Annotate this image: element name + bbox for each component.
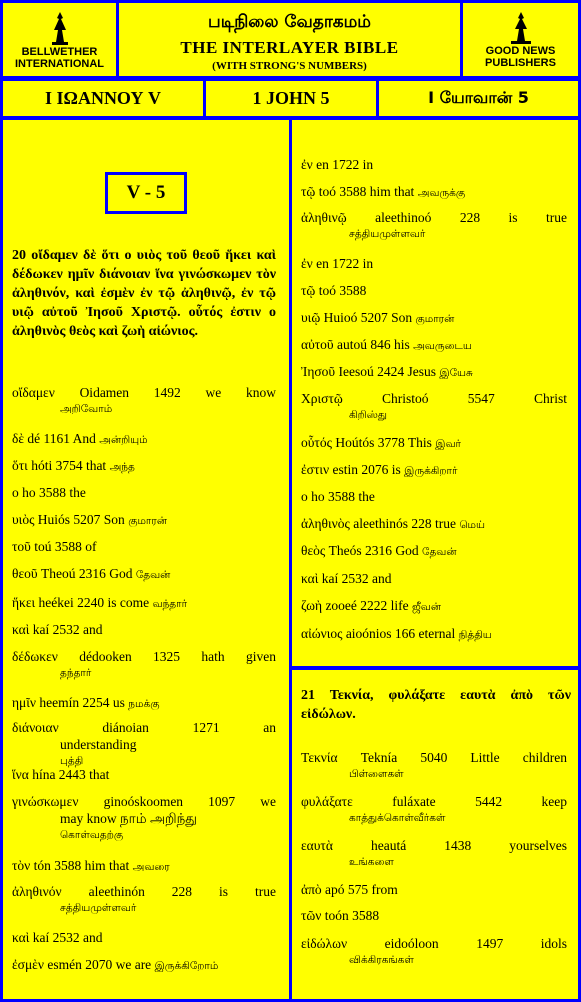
- entry-line: [301, 571, 392, 586]
- entry-line: [301, 390, 567, 407]
- entry-line: [301, 283, 366, 298]
- translit-strong-english: kaí 2532 and: [321, 571, 392, 586]
- entry-continuation: may know நாம் அறிந்து: [60, 811, 197, 826]
- translit-strong-english: hína 2443 that: [32, 767, 110, 782]
- greek-word: αὐτοῦ: [301, 337, 334, 352]
- entry-line: [12, 858, 170, 873]
- left-logo-line2: INTERNATIONAL: [14, 57, 104, 70]
- translit-strong-english: eidoóloon 1497 idols: [384, 936, 568, 951]
- tamil-word: காத்துக்கொள்வீர்கள்: [349, 812, 446, 824]
- word-entry: [301, 336, 567, 355]
- tamil-word: கிறிஸ்து: [349, 409, 388, 421]
- translit-strong-english: zooeé 2222 life: [325, 598, 409, 613]
- translit-strong-english: Oidamen 1492 we know: [79, 385, 276, 400]
- translit-strong-english: toó 3588 him that: [318, 184, 415, 199]
- greek-word: ἐν: [301, 256, 313, 271]
- translit-strong-english: estin 2076 is: [332, 462, 401, 477]
- greek-word: ο: [301, 489, 308, 504]
- tamil-word: இருக்கிறார்: [404, 465, 458, 477]
- tamil-word: அன்றியும்: [99, 434, 148, 446]
- translit-strong-english: heemín 2254 us: [39, 695, 125, 710]
- translit-strong-english: tón 3588 him that: [33, 858, 130, 873]
- word-entry: [12, 793, 276, 844]
- greek-word: γινώσκωμεν: [12, 794, 79, 809]
- goodnews-logo: [463, 3, 578, 76]
- entry-line: [12, 595, 187, 610]
- entry-line: [301, 337, 472, 352]
- greek-word: ημῖν: [12, 695, 37, 710]
- word-entry: [301, 363, 567, 382]
- word-entry: [301, 309, 567, 328]
- greek-word: ἥκει: [12, 595, 36, 610]
- translit-strong-english: aleethinoó 228 is true: [375, 210, 567, 225]
- word-entry: [301, 542, 567, 561]
- word-entry: [301, 282, 567, 299]
- entry-line: [301, 462, 458, 477]
- entry-line: [301, 184, 465, 199]
- greek-word: ἐστιν: [301, 462, 330, 477]
- greek-word: ἐσμὲν: [12, 957, 44, 972]
- tamil-word: இவர்: [435, 438, 461, 450]
- translit-strong-english: toón 3588: [324, 908, 380, 923]
- word-entry: [12, 484, 276, 501]
- translit-strong-english: aleethinón 228 is true: [88, 884, 276, 899]
- tamil-word: அவருடைய: [413, 340, 472, 352]
- translit-strong-english: Teknía 5040 Little children: [360, 750, 567, 765]
- word-entry: [301, 793, 567, 827]
- greek-word: εἰδώλων: [301, 936, 348, 951]
- subtitle: (WITH STRONG'S NUMBERS): [212, 60, 367, 72]
- right-logo-line1: GOOD NEWS: [485, 44, 556, 57]
- greek-word: οἴδαμεν: [12, 385, 55, 400]
- word-entry: [301, 515, 567, 534]
- entry-line: [301, 749, 567, 766]
- tamil-word: தந்தார்: [60, 667, 92, 679]
- entry-line: [12, 431, 148, 446]
- entry-line: [12, 957, 218, 972]
- greek-word: θεοῦ: [12, 566, 38, 581]
- left-logo-line1: BELLWETHER: [21, 45, 98, 58]
- translit-strong-english: aleethinós 228 true: [353, 516, 456, 531]
- word-entry: [12, 457, 276, 476]
- book-tamil: I யோவான் 5: [379, 81, 578, 116]
- word-entry: [301, 434, 567, 453]
- translit-strong-english: Huioó 5207 Son: [323, 310, 413, 325]
- greek-word: τὸν: [12, 858, 31, 873]
- translit-strong-english: Christoó 5547 Christ: [381, 391, 568, 406]
- word-entry: [301, 156, 567, 173]
- greek-word: ἐν: [301, 157, 313, 172]
- word-entry: [301, 255, 567, 272]
- translit-strong-english: ho 3588 the: [311, 489, 375, 504]
- entry-line: [301, 793, 567, 810]
- word-entry: [12, 719, 276, 770]
- tamil-word: இயேசு: [439, 367, 473, 379]
- entry-line: [301, 882, 398, 897]
- tamil-word: குமாரன்: [128, 515, 167, 527]
- word-entry: [301, 597, 567, 616]
- greek-word: υιῷ: [301, 310, 321, 325]
- entry-line: [301, 157, 373, 172]
- translit-strong-english: en 1722 in: [316, 256, 374, 271]
- translit-strong-english: kaí 2532 and: [32, 622, 103, 637]
- tamil-word: அவரை: [132, 861, 170, 873]
- greek-word: θεὸς: [301, 543, 326, 558]
- greek-word: Ἰησοῦ: [301, 364, 336, 379]
- greek-word: ἀληθινόν: [12, 884, 62, 899]
- entry-line: [301, 364, 473, 379]
- entry-line: [12, 622, 103, 637]
- tamil-word: பிள்ளைகள்: [349, 768, 404, 780]
- entry-line: [301, 435, 461, 450]
- word-entry: [12, 594, 276, 613]
- right-logo-line2: PUBLISHERS: [485, 56, 556, 69]
- entry-line: [12, 384, 276, 401]
- greek-word: τῷ: [301, 184, 316, 199]
- entry-line: [301, 516, 485, 531]
- greek-word: τῷ: [301, 283, 316, 298]
- word-entry: [301, 625, 567, 644]
- goodnews-figure-icon: [508, 11, 534, 45]
- chapter-badge: V - 5: [105, 172, 187, 214]
- tamil-word: குமாரன்: [415, 313, 455, 325]
- word-entry: [301, 881, 567, 898]
- word-entry: [301, 488, 567, 505]
- tamil-word: மெய்: [459, 519, 485, 531]
- entry-line: [301, 256, 373, 271]
- translit-strong-english: toú 3588 of: [34, 539, 97, 554]
- entry-line: [12, 539, 96, 554]
- translit-strong-english: hóti 3754 that: [31, 458, 107, 473]
- greek-word: ἀληθινῷ: [301, 210, 347, 225]
- greek-word: καὶ: [301, 571, 319, 586]
- entry-line: [12, 767, 109, 782]
- tamil-word: ஜீவன்: [412, 601, 442, 613]
- greek-word: ὅτι: [12, 458, 28, 473]
- entry-line: [301, 489, 375, 504]
- translit-strong-english: diánoian 1271 an: [102, 720, 277, 735]
- entry-line: [301, 209, 567, 226]
- tamil-word: நமக்கு: [128, 698, 160, 710]
- greek-word: Χριστῷ: [301, 391, 343, 406]
- word-entry: [301, 183, 567, 202]
- word-entry: [301, 907, 567, 924]
- entry-line: [12, 485, 86, 500]
- entry-line: [301, 908, 379, 923]
- greek-word: καὶ: [12, 622, 30, 637]
- word-entry: [12, 430, 276, 449]
- greek-word: ἀληθινὸς: [301, 516, 350, 531]
- entry-line: [12, 648, 276, 665]
- greek-word: ἵνα: [12, 767, 29, 782]
- tamil-word: கொள்வதற்கு: [60, 829, 124, 841]
- tamil-word: அவருக்கு: [417, 187, 466, 199]
- word-entry: [12, 538, 276, 555]
- word-entry: [12, 883, 276, 917]
- word-entry: [12, 648, 276, 682]
- word-entry: [12, 929, 276, 946]
- translit-strong-english: heautá 1438 yourselves: [370, 838, 567, 853]
- word-entry: [12, 694, 276, 713]
- tamil-word: புத்தி: [60, 755, 84, 767]
- greek-word: δέδωκεν: [12, 649, 58, 664]
- word-entry: [12, 384, 276, 418]
- translit-strong-english: Ieesoú 2424 Jesus: [338, 364, 436, 379]
- entry-line: [12, 695, 159, 710]
- translit-strong-english: Huiós 5207 Son: [37, 512, 125, 527]
- tamil-word: உங்களை: [349, 856, 394, 868]
- entry-line: [301, 626, 492, 641]
- greek-word: Τεκνία: [301, 750, 338, 765]
- word-entry: [12, 956, 276, 975]
- translit-strong-english: dédooken 1325 hath given: [79, 649, 276, 664]
- translit-strong-english: aioónios 166 eternal: [345, 626, 456, 641]
- word-entry: [301, 749, 567, 783]
- translit-strong-english: en 1722 in: [316, 157, 374, 172]
- greek-word: ο: [12, 485, 19, 500]
- translit-strong-english: toó 3588: [318, 283, 367, 298]
- tamil-word: சத்தியமுள்ளவர்: [60, 902, 137, 914]
- translit-strong-english: dé 1161 And: [27, 431, 96, 446]
- translit-strong-english: autoú 846 his: [337, 337, 410, 352]
- word-entry: [301, 935, 567, 969]
- entry-line: [12, 883, 276, 900]
- word-entry: [12, 766, 276, 783]
- translit-strong-english: Theoú 2316 God: [40, 566, 133, 581]
- verse-21-text: 21 Τεκνία, φυλάξατε εαυτὰ ἀπὸ τῶν εἰδώλων.: [301, 688, 571, 722]
- word-entry: [12, 621, 276, 638]
- translit-strong-english: kaí 2532 and: [32, 930, 103, 945]
- translit-strong-english: Theós 2316 God: [328, 543, 419, 558]
- entry-line: [12, 793, 276, 810]
- entry-continuation: understanding: [60, 737, 137, 752]
- translit-strong-english: heékei 2240 is come: [38, 595, 150, 610]
- verse-20-text: 20 οἴδαμεν δὲ ὅτι ο υιὸς τοῦ θεοῦ ἥκει καὶ δέδωκεν ημῖν διάνοιαν ἵνα γινώσκωμεν τὸν ἀληθινόν, καὶ ἐσμὲν ἐν τῷ ἀληθινῷ, ἐν τῷ υιῷ αὐτοῦ Ἰησοῦ Χριστῷ. οὗτός ἐστιν ο ἀληθινὸς θεὸς καὶ ζωὴ αἰώνιος.: [12, 248, 276, 339]
- tamil-word: அந்த: [109, 461, 135, 473]
- greek-word: εαυτὰ: [301, 838, 333, 853]
- entry-line: [12, 566, 170, 581]
- book-english: 1 JOHN 5: [206, 81, 376, 116]
- entry-line: [12, 458, 135, 473]
- greek-word: υιὸς: [12, 512, 35, 527]
- tamil-word: தேவன்: [135, 569, 171, 581]
- translit-strong-english: fuláxate 5442 keep: [392, 794, 567, 809]
- greek-word: οὗτός: [301, 435, 332, 450]
- translit-strong-english: ho 3588 the: [22, 485, 86, 500]
- word-entry: [301, 390, 567, 424]
- greek-word: ζωὴ: [301, 598, 323, 613]
- word-entry: [301, 209, 567, 243]
- word-entry: [12, 857, 276, 876]
- entry-line: [301, 598, 441, 613]
- word-entry: [12, 565, 276, 584]
- greek-word: ἀπὸ: [301, 882, 322, 897]
- bellwether-logo: [3, 3, 116, 76]
- translit-strong-english: apó 575 from: [325, 882, 398, 897]
- title-english: THE INTERLAYER BIBLE: [180, 38, 399, 57]
- bellwether-figure-icon: [48, 10, 72, 46]
- translit-strong-english: Hoútós 3778 This: [335, 435, 432, 450]
- word-entry: [12, 511, 276, 530]
- entry-line: [301, 543, 457, 558]
- entry-line: [301, 310, 454, 325]
- title-tamil: படிநிலை வேதாகமம்: [208, 12, 371, 32]
- tamil-word: இருக்கிறோம்: [154, 960, 219, 972]
- entry-line: [12, 930, 103, 945]
- tamil-word: சத்தியமுள்ளவர்: [349, 228, 426, 240]
- book-greek: I ΙΩΑΝΝΟΥ V: [3, 81, 203, 116]
- word-entry: [301, 570, 567, 587]
- greek-word: τοῦ: [12, 539, 31, 554]
- tamil-word: வந்தார்: [152, 598, 188, 610]
- tamil-word: தேவன்: [421, 546, 457, 558]
- greek-word: καὶ: [12, 930, 30, 945]
- entry-line: [301, 837, 567, 854]
- entry-line: [12, 512, 167, 527]
- tamil-word: நித்திய: [458, 629, 492, 641]
- greek-word: διάνοιαν: [12, 720, 59, 735]
- translit-strong-english: ginoóskoomen 1097 we: [103, 794, 276, 809]
- tamil-word: விக்கிரகங்கள்: [349, 954, 414, 966]
- word-entry: [301, 837, 567, 871]
- greek-word: αἰώνιος: [301, 626, 343, 641]
- word-entry: [301, 461, 567, 480]
- entry-line: [301, 935, 567, 952]
- entry-line: [12, 719, 276, 736]
- greek-word: τῶν: [301, 908, 322, 923]
- translit-strong-english: esmén 2070 we are: [47, 957, 152, 972]
- tamil-word: அறிவோம்: [60, 403, 113, 415]
- greek-word: φυλάξατε: [301, 794, 353, 809]
- title-block: [119, 3, 460, 76]
- greek-word: δὲ: [12, 431, 25, 446]
